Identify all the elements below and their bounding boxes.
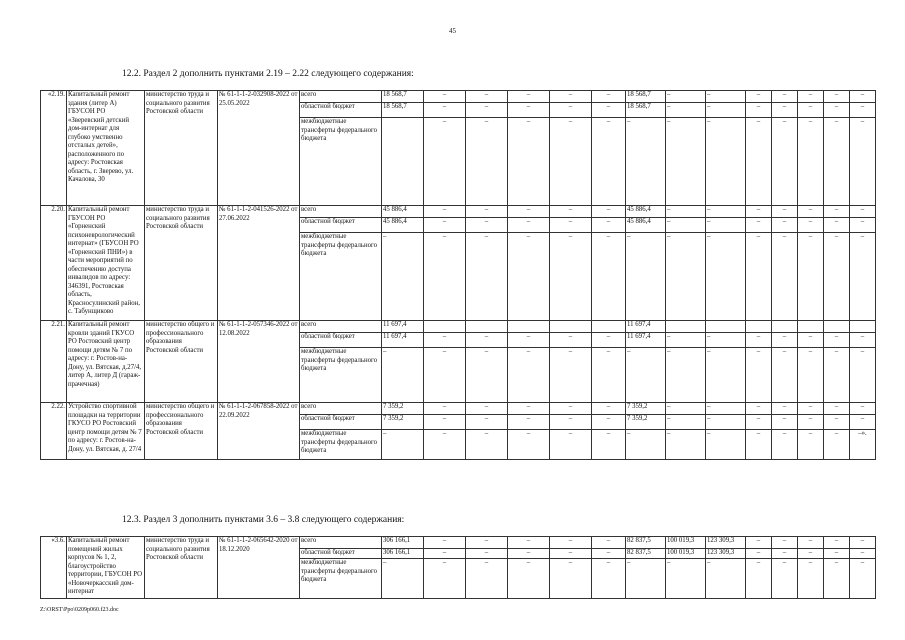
amount-cell: –	[824, 91, 850, 103]
amount-cell: –	[626, 233, 666, 321]
amount-cell: 123 309,3	[706, 549, 746, 559]
amount-cell: –	[508, 559, 550, 599]
amount-cell: –	[706, 103, 746, 118]
amount-cell: 7 359,2	[382, 403, 424, 415]
amount-cell: –	[466, 103, 508, 118]
amount-cell: –	[850, 415, 876, 430]
amount-cell: –	[798, 333, 824, 348]
amount-cell: 45 886,4	[382, 218, 424, 233]
amount-cell: –	[626, 430, 666, 460]
amount-cell: –	[772, 218, 798, 233]
amount-cell: –	[850, 206, 876, 218]
item-contract: № 61-1-1-2-067858-2022 от 22.09.2022	[218, 403, 300, 460]
amount-cell: –	[466, 206, 508, 218]
amount-cell: –	[824, 415, 850, 430]
funding-source: областной бюджет	[300, 218, 382, 233]
amount-cell: –	[424, 91, 466, 103]
item-executor: министерство общего и профессионального образования Ростовской области	[145, 321, 218, 403]
amount-cell: –	[772, 206, 798, 218]
amount-cell: –	[824, 430, 850, 460]
amount-cell: –	[824, 118, 850, 206]
amount-cell: –	[746, 348, 772, 403]
amount-cell: –	[746, 549, 772, 559]
table-row	[41, 537, 876, 549]
amount-cell: –	[706, 118, 746, 206]
amount-cell: 18 568,7	[382, 91, 424, 103]
amount-cell: –	[550, 91, 592, 103]
amount-cell: –	[424, 549, 466, 559]
amount-cell	[746, 321, 772, 333]
amount-cell: –	[706, 91, 746, 103]
amount-cell: –	[508, 415, 550, 430]
amount-cell: 306 166,1	[382, 537, 424, 549]
amount-cell: –	[798, 103, 824, 118]
funding-source: межбюджетные трансферты федерального бюджета	[300, 559, 382, 599]
amount-cell: –	[824, 403, 850, 415]
section-12-3-heading: 12.3. Раздел 3 дополнить пунктами 3.6 – 3.8 следующего содержания:	[122, 515, 405, 525]
funding-source: всего	[300, 91, 382, 103]
amount-cell: –	[550, 206, 592, 218]
amount-cell: –	[772, 333, 798, 348]
amount-cell: 11 697,4	[626, 321, 666, 333]
amount-cell: –	[772, 348, 798, 403]
amount-cell: –	[746, 403, 772, 415]
amount-cell: –	[424, 348, 466, 403]
amount-cell: –	[798, 537, 824, 549]
amount-cell: –	[626, 348, 666, 403]
amount-cell: –	[706, 430, 746, 460]
amount-cell: –	[592, 559, 626, 599]
amount-cell: –	[592, 549, 626, 559]
amount-cell: –	[798, 348, 824, 403]
amount-cell: –	[666, 348, 706, 403]
amount-cell: –	[592, 415, 626, 430]
amount-cell: –	[466, 559, 508, 599]
amount-cell: –	[824, 333, 850, 348]
amount-cell: 18 568,7	[626, 91, 666, 103]
amount-cell: –	[550, 537, 592, 549]
amount-cell: –	[850, 537, 876, 549]
amount-cell: –	[424, 333, 466, 348]
amount-cell: –	[850, 333, 876, 348]
amount-cell: –	[706, 403, 746, 415]
amount-cell: –	[550, 103, 592, 118]
amount-cell: –	[550, 430, 592, 460]
amount-cell: –	[772, 233, 798, 321]
amount-cell: –	[746, 206, 772, 218]
amount-cell: –	[746, 91, 772, 103]
amount-cell: –	[592, 103, 626, 118]
amount-cell: –	[706, 233, 746, 321]
amount-cell: –	[824, 549, 850, 559]
amount-cell: –	[424, 430, 466, 460]
funding-source: межбюджетные трансферты федерального бюджета	[300, 118, 382, 206]
table-row	[41, 206, 876, 218]
amount-cell: –	[592, 118, 626, 206]
funding-source: межбюджетные трансферты федерального бюджета	[300, 348, 382, 403]
section-12-3-table	[40, 536, 876, 599]
item-name: Капитальный ремонт кровли зданий ГКУСО РО Ростовский центр помощи детям № 7 по адресу: г. Ростов-на-Дону, ул. Вятская, д.27/4, литер А, литер Д (гараж-прачечная)	[67, 321, 145, 403]
funding-source: всего	[300, 403, 382, 415]
amount-cell: –	[592, 218, 626, 233]
amount-cell: –	[466, 348, 508, 403]
amount-cell: –	[550, 348, 592, 403]
funding-source: всего	[300, 321, 382, 333]
item-number: 2.20.	[41, 206, 67, 321]
amount-cell: –	[666, 559, 706, 599]
amount-cell: –	[798, 403, 824, 415]
item-name: Капитальный ремонт ГБУСОН РО «Горненский психоневрологический интернат» (ГБУСОН РО «Горненский ПНИ») в части мероприятий по обеспечению доступа инвалидов по адресу: 346391, Ростовская область, Красносулинский район, с. Табунщиково	[67, 206, 145, 321]
amount-cell: –	[550, 415, 592, 430]
amount-cell: –	[508, 206, 550, 218]
amount-cell: –	[592, 206, 626, 218]
amount-cell: –	[508, 430, 550, 460]
amount-cell: –	[746, 233, 772, 321]
amount-cell: –	[382, 233, 424, 321]
funding-source: межбюджетные трансферты федерального бюджета	[300, 430, 382, 460]
amount-cell: –	[666, 118, 706, 206]
amount-cell: –	[466, 233, 508, 321]
amount-cell: –	[592, 333, 626, 348]
funding-source: областной бюджет	[300, 415, 382, 430]
item-executor: министерство общего и профессионального образования Ростовской области	[145, 403, 218, 460]
amount-cell: –	[824, 206, 850, 218]
amount-cell: –	[424, 103, 466, 118]
amount-cell: –	[508, 348, 550, 403]
amount-cell: –	[772, 559, 798, 599]
amount-cell: –	[508, 103, 550, 118]
item-name: Устройство спортивной площадки на территории ГКУСО РО Ростовский центр помощи детям № 7 по адресу: г. Ростов-на-Дону, ул. Вятская, д. 27/4	[67, 403, 145, 460]
amount-cell: 45 886,4	[626, 218, 666, 233]
amount-cell: –	[746, 118, 772, 206]
amount-cell: –	[466, 218, 508, 233]
amount-cell: –	[550, 218, 592, 233]
amount-cell	[508, 321, 550, 333]
amount-cell: –	[850, 118, 876, 206]
amount-cell: –	[550, 233, 592, 321]
amount-cell: –	[772, 537, 798, 549]
amount-cell	[706, 321, 746, 333]
amount-cell: –	[508, 333, 550, 348]
amount-cell: –	[746, 218, 772, 233]
amount-cell: –	[550, 403, 592, 415]
amount-cell: –	[798, 91, 824, 103]
amount-cell: 123 309,3	[706, 537, 746, 549]
amount-cell: 100 019,3	[666, 537, 706, 549]
amount-cell: –	[746, 333, 772, 348]
amount-cell: –	[466, 333, 508, 348]
amount-cell: 100 019,3	[666, 549, 706, 559]
amount-cell	[850, 321, 876, 333]
amount-cell: –	[592, 348, 626, 403]
amount-cell: –	[666, 206, 706, 218]
amount-cell: –	[424, 206, 466, 218]
amount-cell: –	[508, 537, 550, 549]
amount-cell: –	[424, 233, 466, 321]
amount-cell: –	[772, 103, 798, 118]
item-executor: министерство труда и социального развития Ростовской области	[145, 537, 218, 599]
item-name: Капитальный ремонт помещений жилых корпусов № 1, 2, благоустройство территории, ГБУСОН РО «Новочеркасский дом-интернат	[67, 537, 145, 599]
amount-cell: 18 568,7	[626, 103, 666, 118]
amount-cell: –	[746, 415, 772, 430]
amount-cell: –	[382, 430, 424, 460]
amount-cell: –	[824, 103, 850, 118]
item-number: 2.21.	[41, 321, 67, 403]
amount-cell: –	[824, 348, 850, 403]
amount-cell	[424, 321, 466, 333]
amount-cell: –	[666, 233, 706, 321]
item-contract: № 61-1-1-2-065642-2020 от 18.12.2020	[218, 537, 300, 599]
amount-cell: –	[706, 218, 746, 233]
table-row	[41, 91, 876, 103]
amount-cell: –	[746, 430, 772, 460]
amount-cell: –	[592, 91, 626, 103]
funding-source: областной бюджет	[300, 103, 382, 118]
amount-cell: 18 568,7	[382, 103, 424, 118]
item-number: «3.6.	[41, 537, 67, 599]
amount-cell: –	[666, 403, 706, 415]
amount-cell: –	[666, 415, 706, 430]
amount-cell: 11 697,4	[626, 333, 666, 348]
amount-cell: –	[824, 218, 850, 233]
amount-cell	[798, 321, 824, 333]
amount-cell: –	[850, 91, 876, 103]
amount-cell: –	[850, 403, 876, 415]
amount-cell: –	[666, 91, 706, 103]
amount-cell: –	[466, 549, 508, 559]
amount-cell: –	[466, 403, 508, 415]
amount-cell: –	[798, 415, 824, 430]
amount-cell: –	[466, 91, 508, 103]
amount-cell	[824, 321, 850, 333]
amount-cell: –	[850, 549, 876, 559]
amount-cell: –	[824, 559, 850, 599]
amount-cell: –	[772, 549, 798, 559]
item-contract: № 61-1-1-2-032908-2022 от 25.05.2022	[218, 91, 300, 206]
amount-cell: –».	[850, 430, 876, 460]
amount-cell: –	[706, 559, 746, 599]
amount-cell: –	[550, 549, 592, 559]
amount-cell: –	[592, 233, 626, 321]
funding-source: всего	[300, 206, 382, 218]
amount-cell: –	[508, 403, 550, 415]
item-contract: № 61-1-1-2-041526-2022 от 27.06.2022	[218, 206, 300, 321]
amount-cell: –	[798, 206, 824, 218]
amount-cell: –	[424, 537, 466, 549]
section-12-2-heading: 12.2. Раздел 2 дополнить пунктами 2.19 – 2.22 следующего содержания:	[122, 69, 414, 79]
amount-cell: –	[592, 430, 626, 460]
table-row	[41, 403, 876, 415]
amount-cell: –	[850, 233, 876, 321]
amount-cell: –	[592, 403, 626, 415]
funding-source: областной бюджет	[300, 549, 382, 559]
amount-cell: –	[466, 537, 508, 549]
amount-cell: –	[772, 403, 798, 415]
amount-cell: 11 697,4	[382, 321, 424, 333]
amount-cell: –	[550, 559, 592, 599]
amount-cell: –	[706, 415, 746, 430]
amount-cell: –	[772, 91, 798, 103]
amount-cell: –	[508, 118, 550, 206]
amount-cell: –	[424, 415, 466, 430]
amount-cell: –	[508, 233, 550, 321]
amount-cell: –	[666, 218, 706, 233]
amount-cell: –	[466, 118, 508, 206]
amount-cell: –	[772, 415, 798, 430]
amount-cell: –	[666, 103, 706, 118]
amount-cell: 45 886,4	[626, 206, 666, 218]
item-executor: министерство труда и социального развития Ростовской области	[145, 206, 218, 321]
amount-cell: 11 697,4	[382, 333, 424, 348]
amount-cell: –	[550, 118, 592, 206]
page-number: 45	[449, 27, 456, 35]
item-executor: министерство труда и социального развития Ростовской области	[145, 91, 218, 206]
amount-cell: –	[508, 91, 550, 103]
funding-source: всего	[300, 537, 382, 549]
amount-cell: –	[424, 559, 466, 599]
amount-cell: –	[706, 206, 746, 218]
amount-cell: –	[626, 559, 666, 599]
funding-source: межбюджетные трансферты федерального бюджета	[300, 233, 382, 321]
amount-cell	[550, 321, 592, 333]
item-contract: № 61-1-1-2-057346-2022 от 12.08.2022	[218, 321, 300, 403]
section-12-2-table	[40, 90, 876, 460]
funding-source: областной бюджет	[300, 333, 382, 348]
amount-cell: –	[626, 118, 666, 206]
amount-cell: –	[746, 559, 772, 599]
amount-cell: 7 359,2	[382, 415, 424, 430]
amount-cell: –	[508, 218, 550, 233]
amount-cell	[466, 321, 508, 333]
table-row	[41, 321, 876, 333]
amount-cell: –	[798, 559, 824, 599]
amount-cell: –	[798, 430, 824, 460]
amount-cell: –	[772, 430, 798, 460]
amount-cell: –	[706, 348, 746, 403]
amount-cell: 45 886,4	[382, 206, 424, 218]
amount-cell: –	[798, 549, 824, 559]
amount-cell: –	[850, 218, 876, 233]
amount-cell: –	[382, 559, 424, 599]
amount-cell	[592, 321, 626, 333]
amount-cell: –	[592, 537, 626, 549]
item-number: «2.19.	[41, 91, 67, 206]
amount-cell: –	[466, 430, 508, 460]
amount-cell: –	[466, 415, 508, 430]
amount-cell	[666, 321, 706, 333]
amount-cell: –	[382, 348, 424, 403]
amount-cell: –	[850, 348, 876, 403]
amount-cell: 7 359,2	[626, 415, 666, 430]
amount-cell	[772, 321, 798, 333]
amount-cell: –	[424, 403, 466, 415]
file-path-footer: Z:\ORST\Ppo\0209p060.f23.doc	[40, 607, 119, 613]
amount-cell: –	[798, 233, 824, 321]
amount-cell: 82 837,5	[626, 549, 666, 559]
amount-cell: –	[850, 103, 876, 118]
amount-cell: –	[798, 218, 824, 233]
item-name: Капитальный ремонт здания (литер А) ГБУСОН РО «Зверевский детский дом-интернат для глубоко умственно отсталых детей», расположенного по адресу: Ростовская область, г. Зверево, ул. Качалова, 30	[67, 91, 145, 206]
amount-cell: –	[772, 118, 798, 206]
amount-cell: –	[798, 118, 824, 206]
amount-cell	[382, 118, 424, 206]
amount-cell: –	[824, 537, 850, 549]
amount-cell: 306 166,1	[382, 549, 424, 559]
amount-cell: 82 837,5	[626, 537, 666, 549]
amount-cell: –	[666, 430, 706, 460]
amount-cell: 7 359,2	[626, 403, 666, 415]
amount-cell: –	[424, 218, 466, 233]
amount-cell: –	[850, 559, 876, 599]
amount-cell: –	[508, 549, 550, 559]
amount-cell: –	[706, 333, 746, 348]
amount-cell: –	[424, 118, 466, 206]
amount-cell: –	[746, 103, 772, 118]
amount-cell: –	[550, 333, 592, 348]
amount-cell: –	[746, 537, 772, 549]
amount-cell: –	[666, 333, 706, 348]
amount-cell: –	[824, 233, 850, 321]
item-number: 2.22.	[41, 403, 67, 460]
